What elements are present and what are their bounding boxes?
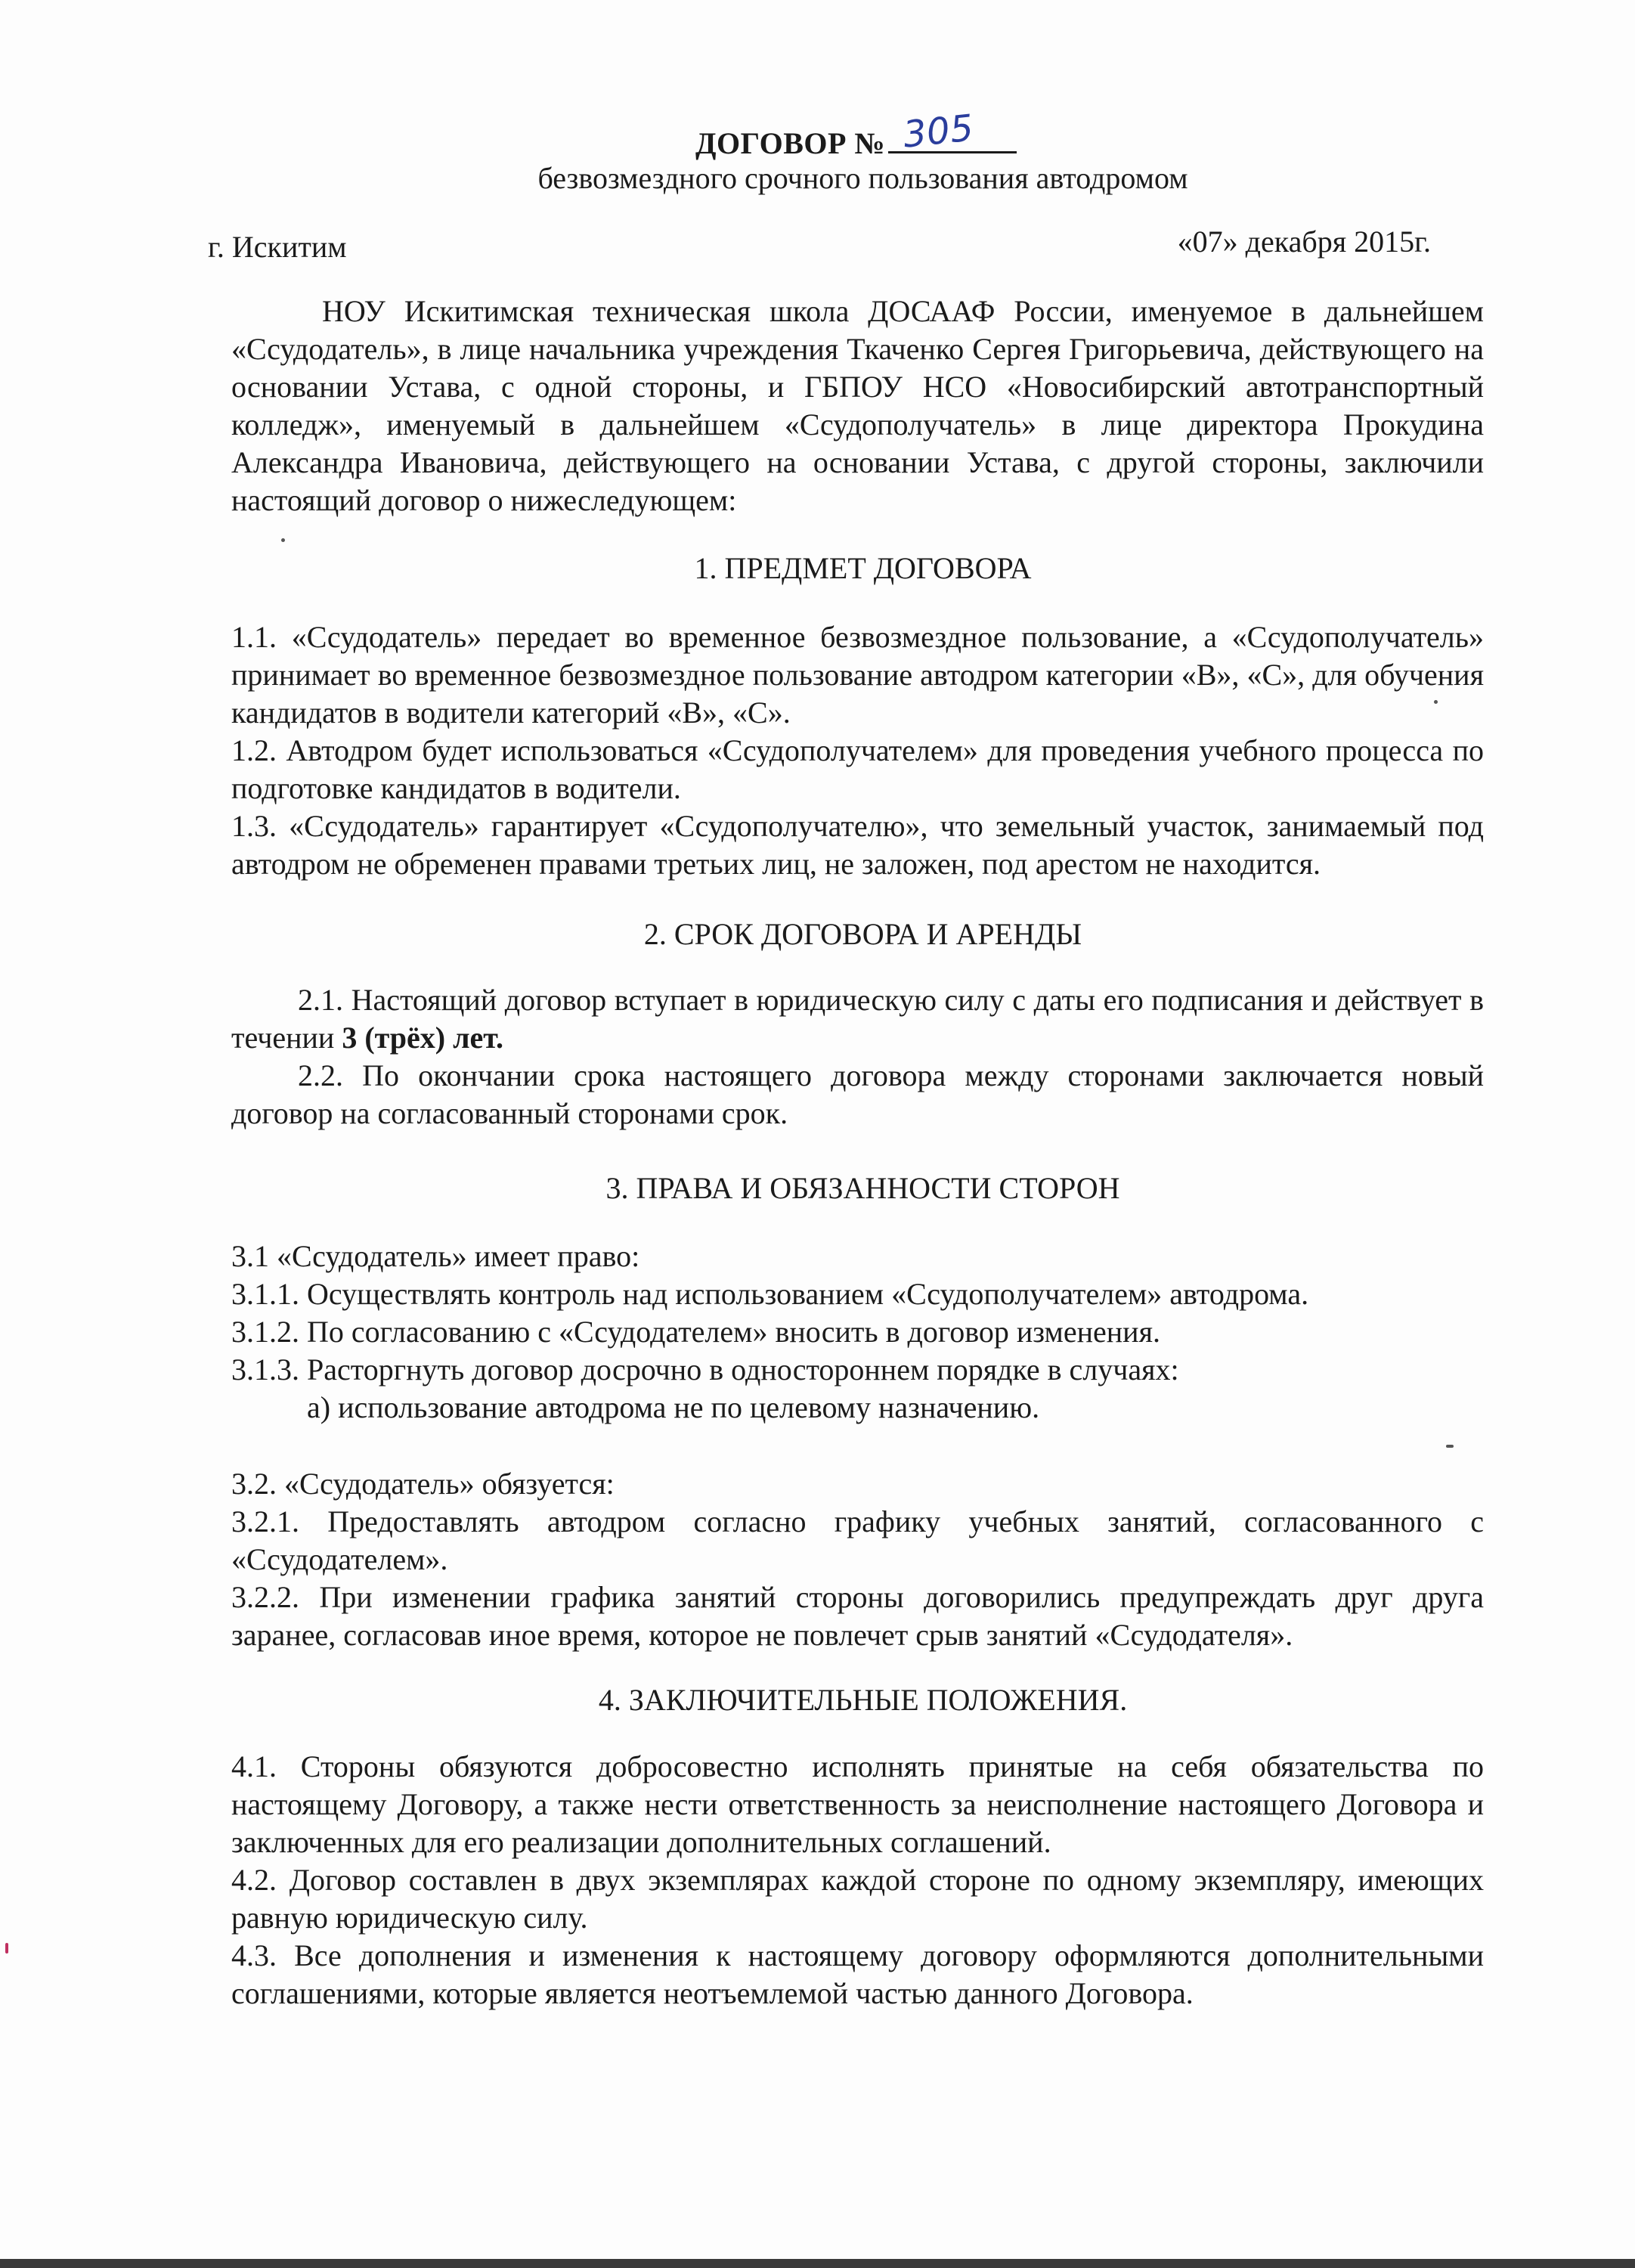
section-4-heading: 4. ЗАКЛЮЧИТЕЛЬНЫЕ ПОЛОЖЕНИЯ. (598, 1683, 1128, 1717)
clause-3-1-2: 3.1.2. По согласованию с «Ссудодателем» вносить в договор изменения. (231, 1315, 1160, 1349)
section-4-body (231, 1748, 1484, 2012)
clause-1-3: 1.3. «Ссудодатель» гарантирует «Ссудополучателю», что земельный участок, занимаемый под автодром не обременен правами третьих лиц, не заложен, под арестом не находится. (231, 809, 1484, 881)
clause-4-3: 4.3. Все дополнения и изменения к настоящему договору оформляются дополнительными соглашениями, которые является неотъемлемой частью данного Договора. (231, 1938, 1484, 2010)
contract-city: г. Искитим (208, 230, 347, 264)
section-3-part-2 (231, 1465, 1484, 1654)
clause-3-1-3-a: а) использование автодрома не по целевому назначению. (307, 1390, 1040, 1424)
contract-title (695, 107, 1017, 161)
contract-number-handwritten: 305 (901, 107, 976, 156)
clause-3-1-3: 3.1.3. Расторгнуть договор досрочно в одностороннем порядке в случаях: (231, 1352, 1179, 1387)
clause-2-1-text: 2.1. Настоящий договор вступает в юридическую силу с даты его подписания и действует в течении (231, 983, 1484, 1055)
preamble-text: НОУ Искитимская техническая школа ДОСААФ России, именуемое в дальнейшем «Ссудодатель», в лице начальника учреждения Ткаченко Сергея Григорьевича, действующего на основании Устава, с одной стороны, и ГБПОУ НСО «Новосибирский автотранспортный колледж», именуемый в дальнейшем «Ссудополучатель» в лице директора Прокудина Александра Ивановича, действующего на основании Устава, с другой стороны, заключили настоящий договор о нижеследующем: (231, 294, 1484, 517)
section-3-part-1 (231, 1238, 1484, 1427)
preamble (231, 293, 1484, 519)
clause-3-2-2: 3.2.2. При изменении графика занятий стороны договорились предупреждать друг друга заранее, согласовав иное время, которое не повлечет срыв занятий «Ссудодателя». (231, 1580, 1484, 1652)
clause-4-1: 4.1. Стороны обязуются добросовестно исполнять принятые на себя обязательства по настоящему Договору, а также нести ответственность за неисполнение настоящего Договора и заключенных для его реализации дополнительных соглашений. (231, 1749, 1484, 1859)
clause-3-1: 3.1 «Ссудодатель» имеет право: (231, 1239, 640, 1273)
section-2-body (231, 981, 1484, 1132)
clause-3-1-1: 3.1.1. Осуществлять контроль над использованием «Ссудополучателем» автодрома. (231, 1277, 1309, 1311)
section-1-body (231, 618, 1484, 883)
clause-3-2-1: 3.2.1. Предоставлять автодром согласно графику учебных занятий, согласованного с «Ссудодателем». (231, 1504, 1484, 1576)
clause-3-2: 3.2. «Ссудодатель» обязуется: (231, 1467, 615, 1501)
scan-speck (281, 538, 285, 542)
clause-4-2: 4.2. Договор составлен в двух экземплярах каждой стороне по одному экземпляру, имеющих равную юридическую силу. (231, 1863, 1484, 1935)
contract-number-field (888, 107, 1017, 156)
scan-speck (5, 1943, 8, 1954)
contract-date: «07» декабря 2015г. (1177, 225, 1431, 259)
section-2-heading: 2. СРОК ДОГОВОРА И АРЕНДЫ (643, 917, 1082, 951)
clause-2-1-term: 3 (трёх) лет. (342, 1021, 503, 1055)
contract-title-text: ДОГОВОР № (695, 126, 886, 160)
scan-speck (1446, 1445, 1454, 1448)
clause-2-2: 2.2. По окончании срока настоящего договора между сторонами заключается новый договор на согласованный сторонами срок. (231, 1058, 1484, 1130)
clause-1-2: 1.2. Автодром будет использоваться «Ссудополучателем» для проведения учебного процесса по подготовке кандидатов в водители. (231, 733, 1484, 805)
scan-speck (1434, 700, 1438, 704)
scan-edge (0, 2259, 1635, 2268)
section-1-heading: 1. ПРЕДМЕТ ДОГОВОРА (694, 551, 1032, 585)
clause-1-1: 1.1. «Ссудодатель» передает во временное безвозмездное пользование, а «Ссудополучатель» принимает во временное безвозмездное пользование автодром категории «В», «С», для обучения кандидатов в водители категорий «В», «С». (231, 620, 1484, 730)
contract-subtitle: безвозмездного срочного пользования автодромом (537, 161, 1188, 195)
clause-2-1 (231, 981, 1484, 1057)
section-3-heading: 3. ПРАВА И ОБЯЗАННОСТИ СТОРОН (605, 1171, 1120, 1205)
